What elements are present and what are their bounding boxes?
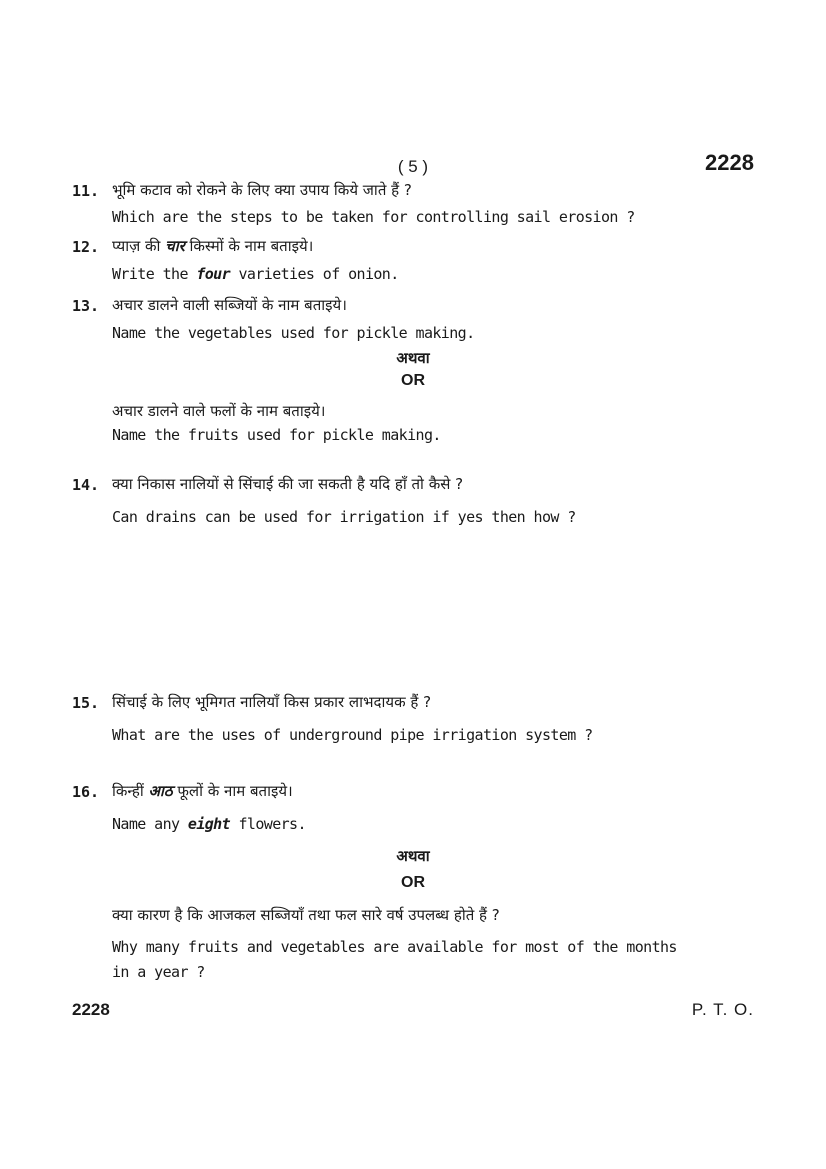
question-hindi: क्या निकास नालियों से सिंचाई की जा सकती है यदि हाँ तो कैसे ?	[112, 475, 464, 493]
question-number: 15.	[72, 694, 100, 712]
question-english: Name the vegetables used for pickle making.	[112, 324, 475, 342]
question-hindi: भूमि कटाव को रोकने के लिए क्या उपाय किये जाते हैं ?	[112, 181, 412, 199]
question-hindi	[112, 236, 313, 256]
hindi-emphasis: चार	[165, 237, 185, 255]
english-post: varieties of onion.	[230, 265, 399, 283]
paper-code-header: 2228	[705, 150, 754, 175]
hindi-emphasis: आठ	[148, 782, 173, 800]
english-pre: Write the	[112, 265, 197, 283]
alt-question-english: Name the fruits used for pickle making.	[112, 426, 441, 444]
hindi-pre: किन्हीं	[112, 782, 149, 800]
question-number: 13.	[72, 297, 100, 315]
pto-label: P. T. O.	[691, 1000, 754, 1019]
english-emphasis: eight	[187, 815, 231, 833]
or-hindi: अथवा	[396, 847, 430, 865]
hindi-pre: प्याज़ की	[112, 237, 166, 255]
or-hindi: अथवा	[396, 349, 430, 367]
question-english: Which are the steps to be taken for controlling sail erosion ?	[112, 208, 635, 226]
question-number: 14.	[72, 476, 100, 494]
paper-code-footer: 2228	[72, 1000, 110, 1019]
question-english: Can drains can be used for irrigation if yes then how ?	[112, 508, 576, 526]
question-number: 12.	[72, 238, 100, 256]
alt-question-hindi: क्या कारण है कि आजकल सब्जियाँ तथा फल सारे वर्ष उपलब्ध होते हैं ?	[112, 906, 500, 924]
alt-question-english-line1: Why many fruits and vegetables are available for most of the months	[112, 938, 677, 956]
question-english	[112, 815, 306, 833]
alt-question-english-line2: in a year ?	[112, 963, 205, 981]
question-hindi: अचार डालने वाली सब्जियों के नाम बताइये।	[112, 296, 347, 314]
question-english: What are the uses of underground pipe irrigation system ?	[112, 726, 593, 744]
or-english: OR	[401, 372, 425, 389]
hindi-post: फूलों के नाम बताइये।	[172, 782, 293, 800]
question-number: 11.	[72, 182, 100, 200]
page-number: ( 5 )	[397, 157, 429, 176]
hindi-post: किस्मों के नाम बताइये।	[184, 237, 314, 255]
question-number: 16.	[72, 783, 100, 801]
question-hindi: सिंचाई के लिए भूमिगत नालियाँ किस प्रकार लाभदायक हैं ?	[112, 693, 432, 711]
english-post: flowers.	[230, 815, 306, 833]
english-emphasis: four	[196, 265, 231, 283]
or-english: OR	[401, 874, 425, 891]
question-english	[112, 265, 399, 283]
alt-question-hindi: अचार डालने वाले फलों के नाम बताइये।	[112, 402, 326, 420]
english-pre: Name any	[112, 815, 188, 833]
question-hindi	[112, 781, 293, 801]
